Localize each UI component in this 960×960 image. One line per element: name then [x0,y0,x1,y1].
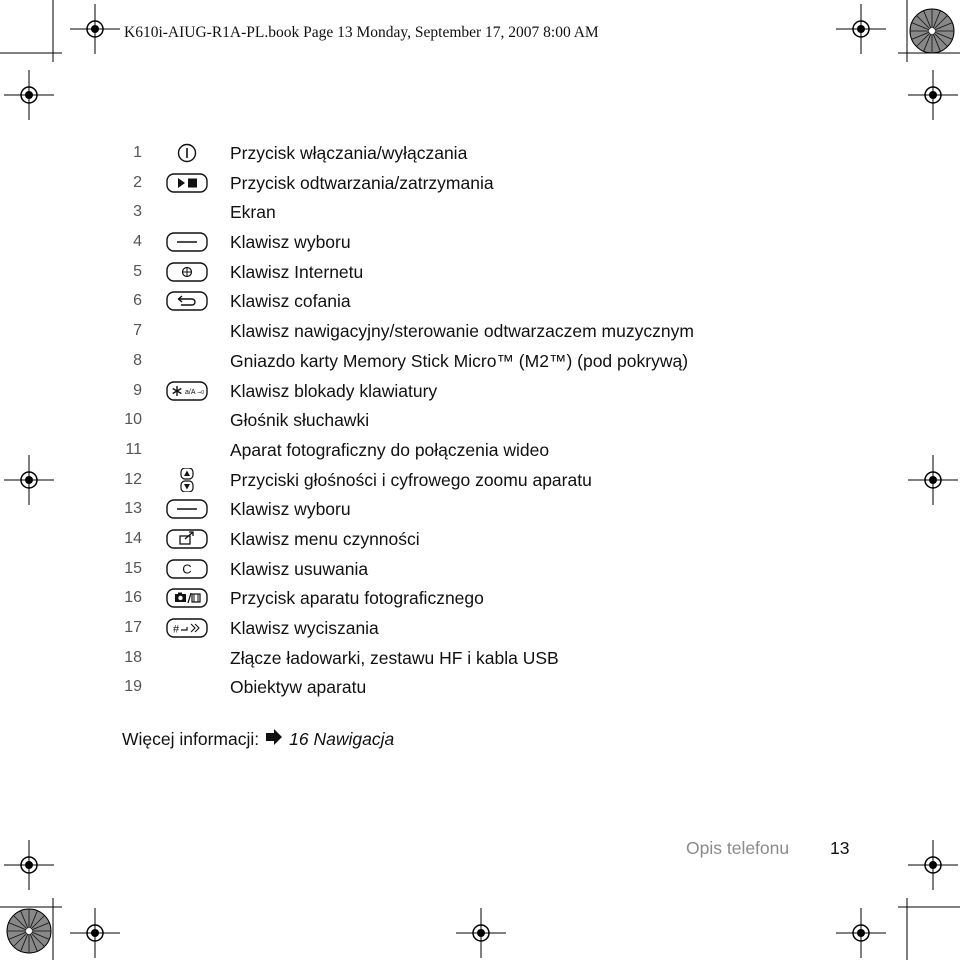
item-label: Klawisz wyboru [230,499,351,520]
item-number: 4 [133,233,142,251]
registration-mark-icon [70,4,120,54]
list-item [0,466,960,496]
component-list [0,139,960,703]
list-item [0,673,960,703]
registration-mark-icon [4,840,54,890]
item-number: 7 [133,322,142,340]
list-item [0,436,960,466]
registration-mark-icon [908,840,958,890]
clear-key-icon [164,557,210,581]
item-number: 1 [133,144,142,161]
list-item [0,377,960,407]
list-item [0,317,960,347]
item-number: 8 [133,351,142,369]
item-number: 2 [133,173,142,191]
item-number: 12 [124,470,142,488]
svg-text:C: C [182,561,192,577]
item-number: 16 [124,589,142,607]
list-item [0,287,960,317]
registration-mark-icon [4,70,54,120]
item-number: 10 [124,411,142,429]
selection-key-icon [164,497,210,521]
item-label: Aparat fotograficzny do połączenia wideo [230,439,550,460]
item-label: Ekran [230,202,276,223]
item-label: Złącze ładowarki, zestawu HF i kabla USB [230,647,559,668]
item-number: 17 [124,619,142,636]
svg-text:a/A: a/A [185,388,196,396]
item-label: Klawisz usuwania [230,558,369,579]
internet-key-icon [164,260,210,284]
hash-silent-key-icon [164,616,210,640]
no-icon [164,675,210,699]
starburst-mark-icon [4,906,54,956]
item-label: Przyciski głośności i cyfrowego zoomu aparatu [230,469,592,490]
no-icon [164,438,210,462]
more-info-reference-link[interactable]: 16 Nawigacja [289,729,395,749]
item-number: 11 [125,440,142,458]
item-number: 13 [124,500,142,518]
item-number: 15 [124,559,142,577]
selection-key-icon [164,230,210,254]
arrow-right-icon [265,729,283,750]
item-label: Klawisz blokady klawiatury [230,380,438,401]
item-number: 6 [133,292,142,310]
footer-section-title: Opis telefonu [686,838,790,858]
no-icon [164,200,210,224]
list-item [0,495,960,525]
list-item [0,406,960,436]
list-item [0,614,960,644]
more-info [122,729,394,750]
item-label: Przycisk aparatu fotograficznego [230,588,484,609]
item-number: 18 [124,648,142,666]
book-header: K610i-AIUG-R1A-PL.book Page 13 Monday, September 17, 2007 8:00 AM [124,24,599,41]
registration-mark-icon [908,70,958,120]
more-info-prefix: Więcej informacji: [122,729,260,749]
registration-mark-icon [836,908,886,958]
activity-menu-key-icon [164,527,210,551]
item-label: Głośnik słuchawki [230,410,370,431]
play-stop-key-icon [164,171,210,195]
list-item [0,169,960,199]
registration-mark-icon [70,908,120,958]
starburst-mark-icon [907,6,957,56]
list-item [0,644,960,674]
item-number: 3 [133,203,142,221]
item-label: Gniazdo karty Memory Stick Micro™ (M2™) (pod pokrywą) [230,350,689,371]
camera-key-icon [164,586,210,610]
item-label: Klawisz wyciszania [230,618,379,638]
item-number: 14 [124,529,142,547]
list-item [0,584,960,614]
no-icon [164,319,210,343]
crop-mark-icon [906,898,908,960]
star-lock-key-icon [164,379,210,403]
item-label: Klawisz wyboru [230,232,351,253]
no-icon [164,408,210,432]
registration-mark-icon [456,908,506,958]
list-item [0,139,960,169]
page-number: 13 [830,838,850,858]
back-key-icon [164,289,210,313]
svg-text:#: # [173,623,180,636]
crop-mark-icon [52,0,54,62]
svg-text:⊸0: ⊸0 [197,389,204,396]
item-label: Klawisz nawigacyjny/sterowanie odtwarzaczem muzycznym [230,321,694,342]
list-item [0,198,960,228]
item-label: Klawisz menu czynności [230,528,420,549]
list-item [0,347,960,377]
item-label: Klawisz Internetu [230,261,364,282]
no-icon [164,349,210,373]
item-number: 19 [124,678,142,696]
item-number: 9 [133,381,142,399]
item-label: Przycisk odtwarzania/zatrzymania [230,172,494,193]
list-item [0,555,960,585]
item-number: 5 [133,262,142,280]
list-item [0,258,960,288]
item-label: Obiektyw aparatu [230,677,367,698]
list-item [0,228,960,258]
no-icon [164,646,210,670]
item-label: Przycisk włączania/wyłączania [230,143,468,163]
power-key-icon [164,141,210,165]
list-item [0,525,960,555]
item-label: Klawisz cofania [230,291,351,312]
volume-up-down-icon [164,468,210,492]
registration-mark-icon [836,4,886,54]
